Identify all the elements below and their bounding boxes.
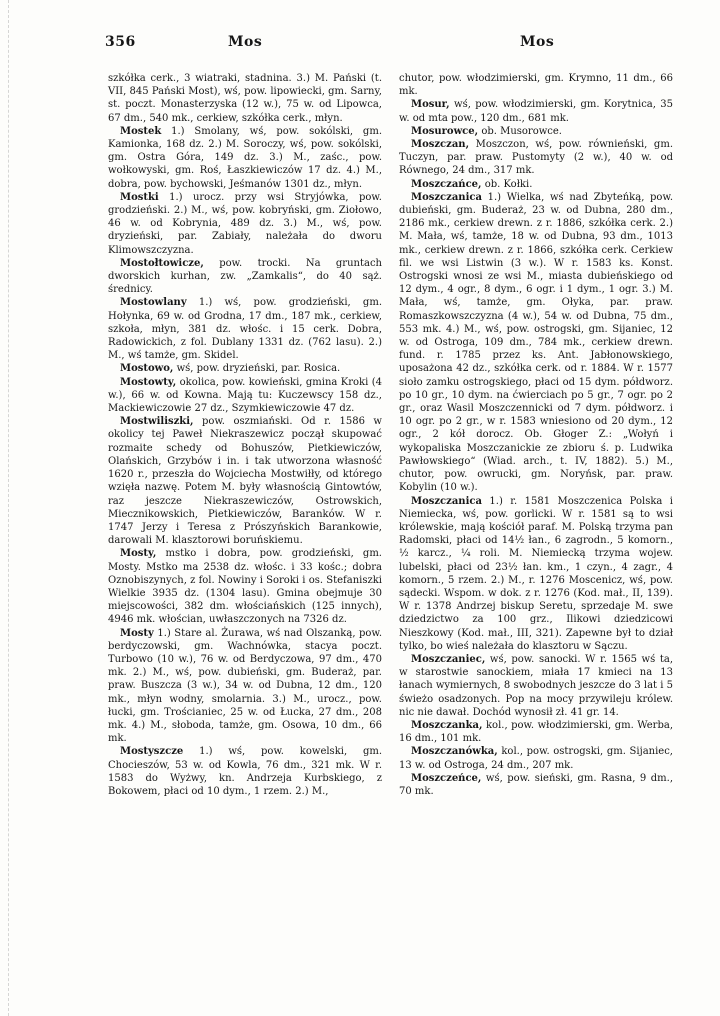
entry-text: pow. trocki. Na gruntach dworskich kurhan, zw. „Zamkalis“, do 40 sąż. średnicy.: [108, 257, 382, 296]
left-running-head: Mos: [228, 34, 263, 50]
dictionary-entry: [399, 138, 673, 178]
dictionary-entry: [399, 653, 673, 719]
left-column: [108, 72, 382, 798]
dictionary-entry: [108, 745, 382, 798]
entry-text: 1.) Wielka, wś nad Zbyteńką, pow. dubieński, gm. Buderaż, 23 w. od Dubna, 280 dm., 2186 mk., cerkiew drewn. z r. 1886, szkółka cerk. 2.) M. Mała, wś, tamże, 18 w. od Dubna, 93 dm., 1013 mk., cerkiew drewn. z r. 1866, szkółka cerk. Cerkiew fil. we wsi Listwin (3 w.). W r. 1583 ks. Konst. Ostrogski wnosi ze wsi M., miasta dubieńskiego od 12 dym., 4 ogr., 8 dym., 6 ogr. i 1 dym., 1 ogr. 3.) M. Mała, wś, tamże, gm. Ołyka, par. praw. Romaszkowszczyzna (4 w.), 54 w. od Dubna, 75 dm., 553 mk. 4.) M., wś, pow. ostrogski, gm. Sijaniec, 12 w. od Ostroga, 109 dm., 784 mk., cerkiew drewn. fund. r. 1785 przez ks. Ant. Jabłonowskiego, uposażona 42 dz., szkółka cerk. od r. 1884. W r. 1577 sioło zamku ostrogskiego, płaci od 15 dym. półdworz. po 10 gr., 10 dym. na ćwierciach po 5 gr., 7 ogr. po 2 gr., oraz Wasil Moszczennicki od 7 dym. półdworz. i 10 ogr. po 2 gr., w r. 1583 wniesiono od 20 dym., 12 ogr., 2 kół dorocz. Ob. Głoger Z.: „Wołyń i wykopaliska Moszczanickie ze zbioru ś. p. Ludwika Pawłowskiego“ (Wiad. arch., t. IV, 1882). 5.) M., chutor, pow. owrucki, gm. Noryńsk, par. praw. Kobylin (10 w.).: [399, 191, 674, 494]
entry-text: 1.) wś, pow. kowelski, gm. Chocieszów, 53 w. od Kowla, 76 dm., 321 mk. W r. 1583 do Wyżwy, kn. Andrzeja Kurbskiego, z Bokowem, płaci od 10 dym., 1 rzem. 2.) M.,: [108, 746, 383, 797]
entry-headword: Mostki: [120, 191, 159, 203]
dictionary-entry: [108, 627, 382, 746]
entry-continuation: [108, 72, 382, 125]
dictionary-entry: [399, 191, 673, 495]
dictionary-entry: [108, 296, 382, 362]
entry-headword: Mostek: [120, 125, 162, 137]
binding-edge: [8, 0, 12, 1016]
entry-headword: Mosty,: [120, 548, 157, 560]
entry-text: ob. Musorowce.: [481, 125, 562, 137]
dictionary-entry: [108, 415, 382, 547]
entry-text: kol., pow. ostrogski, gm. Sijaniec, 13 w. od Ostroga, 24 dm., 207 mk.: [399, 746, 673, 771]
dictionary-entry: [399, 178, 673, 191]
entry-text: pow. oszmiański. Od r. 1586 w okolicy tej Paweł Niekraszewicz począł skupować rozmaite schedy od Bohuszów, Pietkiewiczów, Olańskich, Grzybów i in. i tak utworzona własność 1620 r., przeszła do Wojciecha Mostwiłły, od którego wzięła nazwę. Potem M. były własnością Gintowtów, raz jeszcze Niekraszewiczów, Ostrowskich, Miecznikowskich, Pietkiewiczów, Baranków. W r. 1747 Jerzy i Teresa z Prószyńskich Barankowie, darowali M. klasztorowi boruńskiemu.: [108, 416, 382, 547]
entry-text: wś, pow. sieński, gm. Rasna, 9 dm., 70 mk.: [399, 772, 673, 797]
entry-text: Moszczon, wś, pow. równieński, gm. Tuczyn, par. praw. Pustomyty (2 w.), 40 w. od Równego, 24 dm., 317 mk.: [399, 139, 673, 177]
entry-headword: Mosty: [120, 627, 154, 639]
dictionary-entry: [108, 191, 382, 257]
entry-headword: Moszczanówka,: [411, 746, 498, 758]
entry-text: chutor, pow. włodzimierski, gm. Krymno, 11 dm., 66 mk.: [399, 73, 673, 98]
entry-text: wś, pow. dryzieński, par. Rosica.: [176, 363, 341, 375]
entry-headword: Mostowlany: [120, 297, 187, 309]
entry-text: 1.) wś, pow. grodzieński, gm. Hołynka, 69 w. od Grodna, 17 dm., 187 mk., cerkiew, szkoła, młyn, 381 dz. włośc. i 15 cerk. Dobra, Radowickich, z fol. Dublany 1331 dz. (762 lasu). 2.) M., wś tamże, gm. Skidel.: [108, 297, 382, 362]
dictionary-entry: [108, 376, 382, 416]
entry-text: okolica, pow. kowieński, gmina Kroki (4 w.), 66 w. od Kowna. Mają tu: Kuczewscy 158 dz., Mackiewiczowie 27 dz., Szymkiewiczowie 47 dz.: [108, 376, 382, 415]
dictionary-entry: [108, 257, 382, 297]
dictionary-entry: [399, 125, 673, 138]
entry-headword: Moszczeńce,: [411, 772, 482, 784]
right-running-head: Mos: [520, 34, 555, 50]
dictionary-entry: [399, 745, 673, 771]
entry-text: wś, pow. sanocki. W r. 1565 wś ta, w starostwie sanockiem, miała 17 kmieci na 13 łanach wymiernych, 8 swobodnych jeszcze do 3 lat i 5 świeżo osadzonych. Pop na mocy przywileju królew. nic nie dawał. Dochód wynosił zł. 41 gr. 14.: [399, 653, 673, 718]
dictionary-entry: [399, 98, 673, 124]
dictionary-entry: [108, 547, 382, 626]
entry-text: mstko i dobra, pow. grodzieński, gm. Mosty. Mstko ma 2538 dz. włośc. i 33 kośc.; dobra Oznobiszynych, z fol. Nowiny i Soroki i os. Stefaniszki Wielkie 3935 dz. (1304 lasu). Gmina obejmuje 30 miejscowości, 382 dm. włościańskich (125 innych), 4946 mk. włościan, uwłaszczonych na 7326 dz.: [108, 548, 382, 626]
entry-text: 1.) Stare al. Żurawa, wś nad Olszanką, pow. berdyczowski, gm. Wachnówka, stacya poczt. Turbowo (10 w.), 76 w. od Berdyczowa, 97 dm., 470 mk. 2.) M., wś, pow. dubieński, gm. Buderaż, par. praw. Buszcza (3 w.), 34 w. od Dubna, 12 dm., 120 mk., młyn wodny, smolarnia. 3.) M., urocz., pow. łucki, gm. Trościaniec, 25 w. od Łucka, 27 dm., 208 mk. 4.) M., słoboda, tamże, gm. Osowa, 10 dm., 66 mk.: [108, 627, 382, 745]
dictionary-entry: [399, 495, 673, 653]
dictionary-entry: [108, 362, 382, 375]
entry-headword: Mostyszcze: [120, 746, 184, 758]
entry-headword: Moszczan,: [411, 139, 470, 151]
entry-text: 1.) urocz. przy wsi Stryjówka, pow. grodzieński. 2.) M., wś, pow. kobryński, gm. Ziołowo, 46 w. od Kobrynia, 489 dz. 3.) M., wś, pow. dryzieński, par. Zabiały, należała do dworu Klimowszczyzna.: [108, 191, 382, 256]
entry-headword: Mostowo,: [120, 363, 174, 375]
entry-continuation: [399, 72, 673, 98]
dictionary-entry: [399, 772, 673, 798]
entry-text: ob. Kołki.: [484, 178, 533, 190]
dictionary-entry: [399, 719, 673, 745]
entry-headword: Moszczanka,: [411, 719, 483, 731]
right-column: [399, 72, 673, 798]
entry-headword: Mostołtowicze,: [120, 257, 204, 269]
entry-headword: Mostowty,: [120, 376, 177, 388]
entry-text: wś, pow. włodzimierski, gm. Korytnica, 35 w. od mta pow., 120 dm., 681 mk.: [399, 99, 673, 124]
entry-text: kol., pow. włodzimierski, gm. Werba, 16 dm., 101 mk.: [399, 719, 673, 745]
entry-headword: Mostwiliszki,: [120, 416, 194, 428]
entry-headword: Moszczanica: [411, 495, 482, 507]
entry-headword: Mosur,: [411, 99, 450, 111]
entry-text: 1.) Smolany, wś, pow. sokólski, gm. Kamionka, 168 dz. 2.) M. Soroczy, wś, pow. sokólski, gm. Ostra Góra, 149 dz. 3.) M., zaśc., pow. wołkowyski, gm. Roś, Łaszkiewiczów 17 dz. 4.) M., dobra, pow. bychowski, Jeśmanów 1301 dz., młyn.: [108, 125, 382, 190]
entry-headword: Moszczaniec,: [411, 653, 486, 665]
entry-headword: Mosurowce,: [411, 125, 479, 137]
entry-headword: Moszczanica: [411, 191, 482, 203]
page-number: 356: [105, 34, 136, 50]
entry-text: 1.) r. 1581 Moszczenica Polska i Niemiecka, wś, pow. gorlicki. W r. 1581 są to wsi królewskie, mają kościół paraf. M. Polską trzyma pan Radomski, płaci od 14½ łan., 6 zagrodn., 5 komorn., ½ karcz., ¼ roli. M. Niemiecką trzyma wojew. lubelski, płaci od 23½ łan. km., 1 czyn., 4 zagr., 4 komorn., 5 rzem. 2.) M., r. 1276 Moscenicz, wś, pow. sądecki. Wspom. w dok. z r. 1276 (Kod. mał., II, 139). W r. 1378 Andrzej biskup Seretu, sprzedaje M. swe dziedzictwo za 100 grz., Ilikowi dziedzicowi Nieszkowy (Kod. mał., III, 321). Zapewne był to dział tylko, bo wieś należała do klasztoru w Sączu.: [399, 495, 673, 652]
entry-headword: Moszczańce,: [411, 178, 482, 190]
dictionary-entry: [108, 125, 382, 191]
entry-text: szkółka cerk., 3 wiatraki, stadnina. 3.) M. Pański (t. VII, 845 Pański Most), wś, pow. lipowiecki, gm. Sarny, st. poczt. Monasterzyska (12 w.), 75 w. od Lipowca, 67 dm., 540 mk., cerkiew, szkółka cerk., młyn.: [108, 73, 382, 124]
